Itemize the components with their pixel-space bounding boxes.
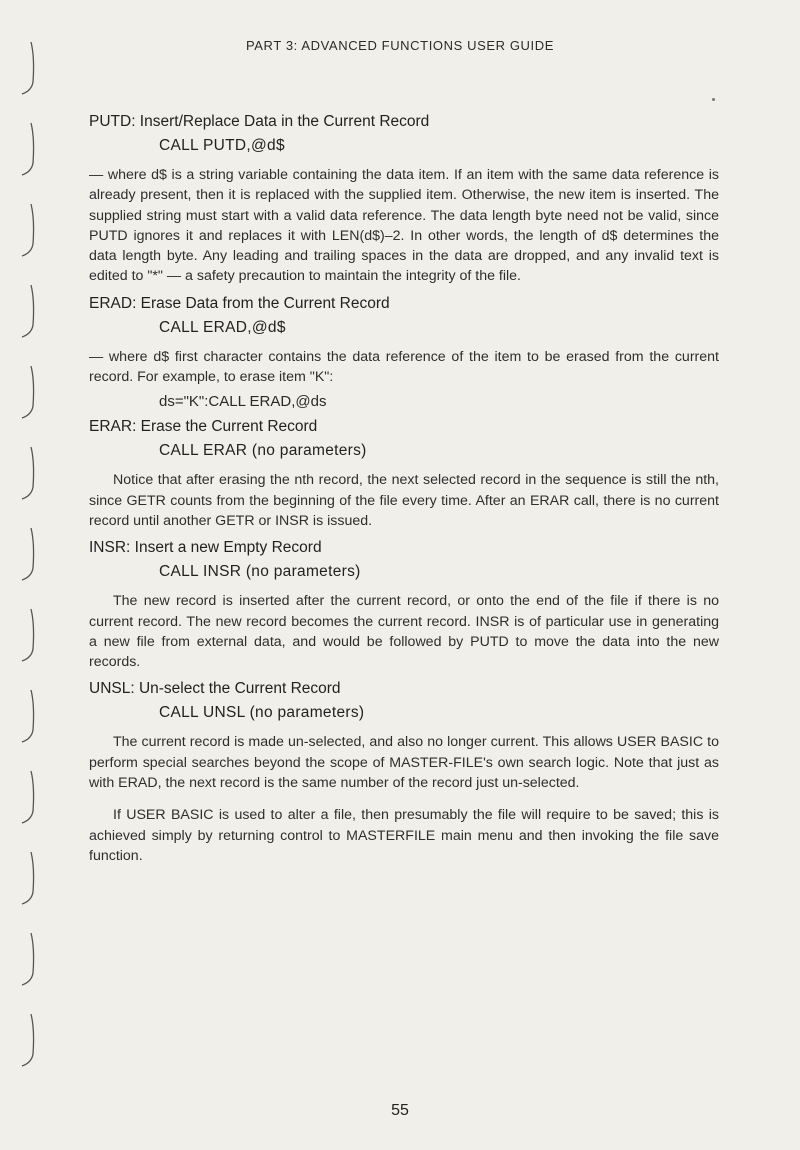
section-body: The current record is made un-selected, and also no longer current. This allows USER BASIC to perform special searches beyond the scope of MASTER-FILE's own search logic. Note that just as with ERAD, the next record is the same number of the record just un-selected.	[89, 734, 719, 792]
call-syntax: CALL INSR (no parameters)	[159, 563, 361, 581]
closing-paragraph: If USER BASIC is used to alter a file, then presumably the file will require to be saved; this is achieved simply by returning control to MASTERFILE main menu and then invoking the file save function.	[89, 807, 719, 864]
section-body: Notice that after erasing the nth record, the next selected record in the sequence is still the nth, since GETR counts from the beginning of the file every time. After an ERAR call, there is no current record until another GETR or INSR is issued.	[89, 472, 719, 529]
section-body: — where d$ first character contains the data reference of the item to be erased from the current record. For example, to erase item "K":	[89, 348, 719, 386]
section-heading: ERAD: Erase Data from the Current Record	[89, 294, 390, 312]
binding-hook	[22, 933, 34, 985]
call-syntax: CALL UNSL (no parameters)	[159, 704, 365, 722]
section-heading: PUTD: Insert/Replace Data in the Current Record	[89, 113, 430, 130]
section-erar	[89, 418, 719, 531]
binding-hook	[22, 528, 34, 580]
main-content	[89, 113, 719, 874]
page-number: 55	[391, 1102, 409, 1119]
section-heading: UNSL: Un-select the Current Record	[89, 680, 341, 698]
binding-hook	[22, 366, 34, 418]
spiral-binding-marks	[18, 40, 38, 1120]
section-insr	[89, 539, 719, 672]
section-body: — where d$ is a string variable containing the data item. If an item with the same data reference is already present, then it is replaced with the supplied item. Otherwise, the new item is inserted. The supplied string must start with a valid data reference. The data length byte need not be valid, since PUTD ignores it and replaces it with LEN(d$)–2. In other words, the length of d$ determines the data length byte. Any leading and trailing spaces in the data are dropped, and any invalid text is edited to "*" — a safety precaution to maintain the integrity of the file.	[89, 167, 719, 285]
binding-hook	[22, 447, 34, 499]
print-speck	[712, 98, 715, 101]
section-unsl	[89, 680, 719, 866]
binding-hook	[22, 204, 34, 256]
call-syntax: CALL PUTD,@d$	[159, 137, 285, 154]
section-erad	[89, 295, 719, 411]
binding-hook	[22, 690, 34, 742]
binding-hook	[22, 852, 34, 904]
binding-hook	[22, 1014, 34, 1066]
code-example: ds="K":CALL ERAD,@ds	[159, 393, 327, 411]
section-body: The new record is inserted after the current record, or onto the end of the file if there is no current record. The new record becomes the current record. INSR is of particular use in generating a new file from external data, and would be followed by PUTD to move the data into the new records.	[89, 593, 719, 671]
binding-hook	[22, 285, 34, 337]
binding-hook	[22, 771, 34, 823]
section-putd	[89, 113, 719, 287]
call-syntax: CALL ERAD,@d$	[159, 318, 286, 336]
section-heading: INSR: Insert a new Empty Record	[89, 539, 322, 557]
section-heading: ERAR: Erase the Current Record	[89, 418, 318, 436]
binding-hook	[22, 123, 34, 175]
binding-hook	[22, 609, 34, 661]
call-syntax: CALL ERAR (no parameters)	[159, 442, 367, 460]
running-header: PART 3: ADVANCED FUNCTIONS USER GUIDE	[245, 38, 554, 53]
